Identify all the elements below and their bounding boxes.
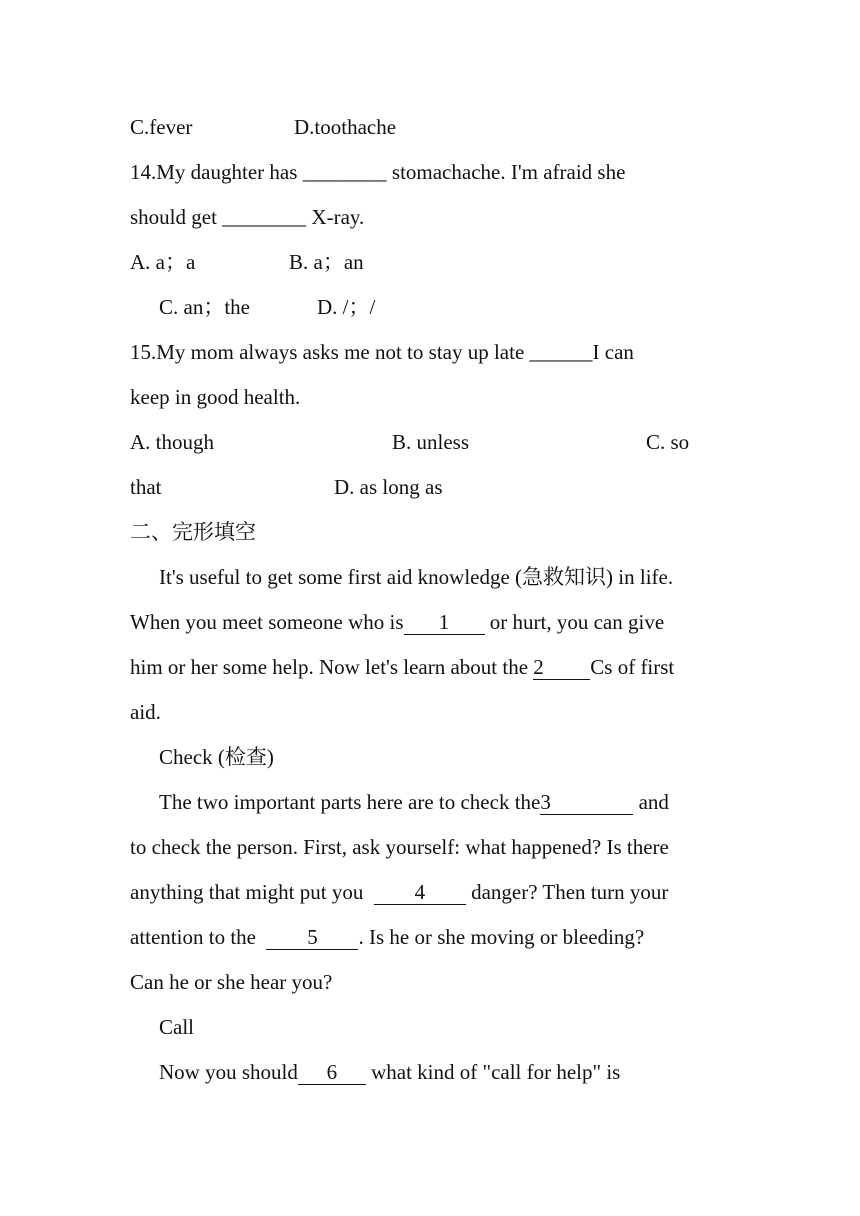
passage-p3-line-1 [159,1058,620,1086]
cloze-blank-3: 3 [540,790,633,815]
q13-option-c: C.fever [130,115,193,139]
passage-text: danger? Then turn your [465,880,669,904]
passage-text: . Is he or she moving or bleeding? [358,925,645,949]
check-heading: Check (检查) [159,745,274,769]
q14-blank-1: ________ [302,160,387,184]
passage-p2-line-3 [130,878,668,906]
passage-p2-line-4 [130,923,644,951]
q14-option-b: B. a；an [289,250,364,274]
passage-text: Cs of first [590,655,675,679]
passage-p1-line-1: It's useful to get some first aid knowledge (急救知识) in life. [159,565,674,589]
passage-text: Now you should [159,1060,298,1084]
q14-line-2 [130,203,364,231]
call-heading: Call [159,1015,194,1039]
q14-text: X-ray. [306,205,365,229]
passage-text: The two important parts here are to check the [159,790,541,814]
cloze-blank-1: 1 [404,610,485,635]
cloze-blank-2: 2 [533,655,590,680]
q14-text: should get [130,205,223,229]
q15-option-b: B. unless [392,430,470,454]
cloze-blank-4: 4 [374,880,466,905]
q13-option-d: D.toothache [294,115,397,139]
q15-option-c-continued: that [130,475,162,499]
cloze-blank-6: 6 [298,1060,366,1085]
passage-text: anything that might put you [130,880,374,904]
passage-p2-line-1 [159,788,669,816]
passage-p1-line-3 [130,653,674,681]
section-heading: 二、完形填空 [130,520,256,544]
q14-option-a: A. a；a [130,250,196,274]
q14-text: 14.My daughter has [130,160,303,184]
q15-line-1 [130,338,634,366]
q15-text: I can [592,340,634,364]
q14-text: stomachache. I'm afraid she [386,160,626,184]
q15-option-d: D. as long as [334,475,443,499]
q15-blank: ______ [529,340,593,364]
passage-text: or hurt, you can give [484,610,665,634]
passage-p2-line-2: to check the person. First, ask yourself: what happened? Is there [130,835,669,859]
passage-text: what kind of "call for help" is [365,1060,621,1084]
passage-p2-line-5: Can he or she hear you? [130,970,333,994]
q15-option-c: C. so [646,430,690,454]
q14-option-c: C. an；the [159,295,250,319]
q14-option-d: D. /；/ [317,295,376,319]
q14-line-1 [130,158,625,186]
passage-text: When you meet someone who is [130,610,404,634]
q14-blank-2: ________ [222,205,307,229]
q15-line-2: keep in good health. [130,385,301,409]
q15-text: 15.My mom always asks me not to stay up late [130,340,530,364]
q15-option-a: A. though [130,430,214,454]
passage-text: him or her some help. Now let's learn about the [130,655,534,679]
passage-text: and [633,790,669,814]
passage-text: attention to the [130,925,267,949]
passage-p1-line-2 [130,608,664,636]
passage-p1-line-4: aid. [130,700,161,724]
cloze-blank-5: 5 [266,925,358,950]
